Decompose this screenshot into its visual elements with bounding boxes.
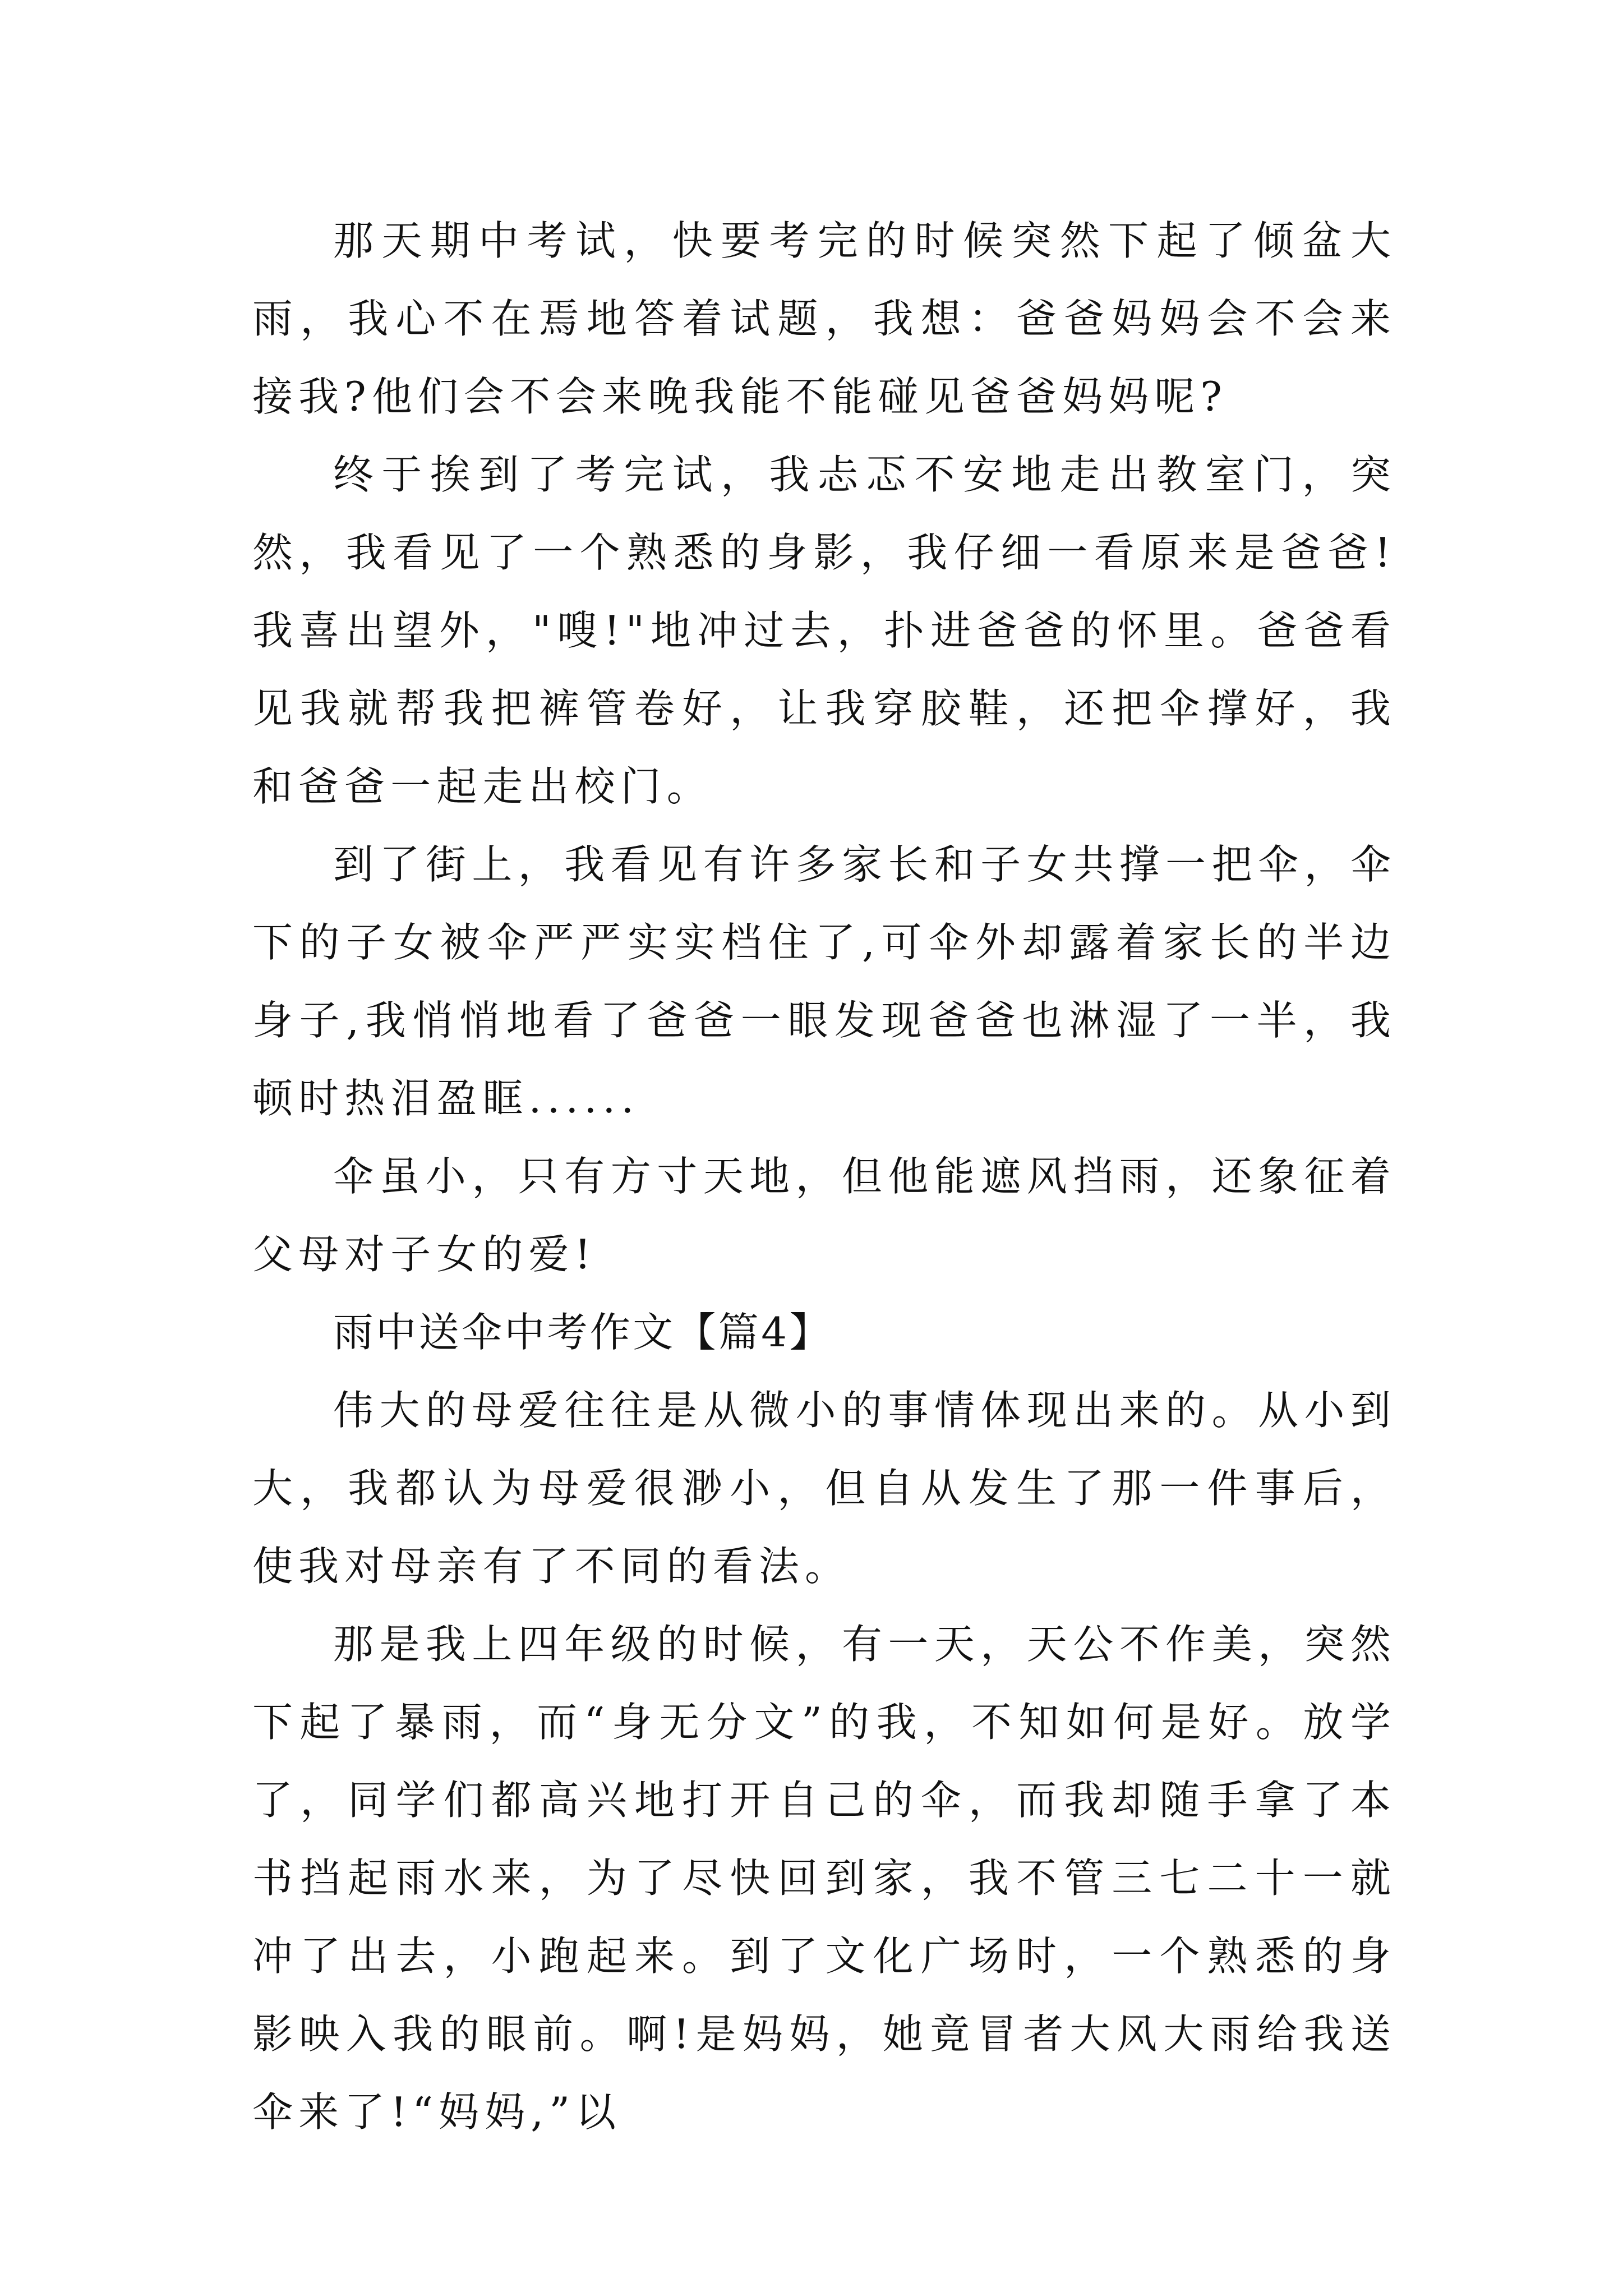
document-body <box>252 202 1396 2151</box>
paragraph-umbrella-love: 伞虽小，只有方寸天地，但他能遮风挡雨，还象征着父母对子女的爱! <box>252 1153 1396 1278</box>
section-heading: 雨中送伞中考作文【篇4】 <box>333 1309 832 1356</box>
paragraph-street-umbrellas: 到了街上，我看见有许多家长和子女共撑一把伞，伞下的子女被伞严严实实档住了,可伞外却露着家长的半边身子,我悄悄地看了爸爸一眼发现爸爸也淋湿了一半，我顿时热泪盈眶...... <box>252 841 1396 1122</box>
paragraph-father-arrives: 终于挨到了考完试，我忐忑不安地走出教室门，突然，我看见了一个熟悉的身影，我仔细一看原来是爸爸!我喜出望外，"嗖!"地冲过去，扑进爸爸的怀里。爸爸看见我就帮我把裤管卷好，让我穿胶鞋，还把伞撑好，我和爸爸一起走出校门。 <box>252 451 1396 810</box>
paragraph-rainstorm-story: 那是我上四年级的时候，有一天，天公不作美，突然下起了暴雨，而“身无分文”的我，不知如何是好。放学了，同学们都高兴地打开自己的伞，而我却随手拿了本书挡起雨水来，为了尽快回到家，我不管三七二十一就冲了出去，小跑起来。到了文化广场时，一个熟悉的身影映入我的眼前。啊!是妈妈，她竟冒者大风大雨给我送伞来了!“妈妈,”以 <box>252 1621 1396 2136</box>
paragraph-exam-rain: 那天期中考试，快要考完的时候突然下起了倾盆大雨，我心不在焉地答着试题，我想：爸爸妈妈会不会来接我?他们会不会来晚我能不能碰见爸爸妈妈呢? <box>252 217 1396 420</box>
paragraph-mothers-love: 伟大的母爱往往是从微小的事情体现出来的。从小到大，我都认为母爱很渺小，但自从发生了那一件事后，使我对母亲有了不同的看法。 <box>252 1387 1396 1590</box>
